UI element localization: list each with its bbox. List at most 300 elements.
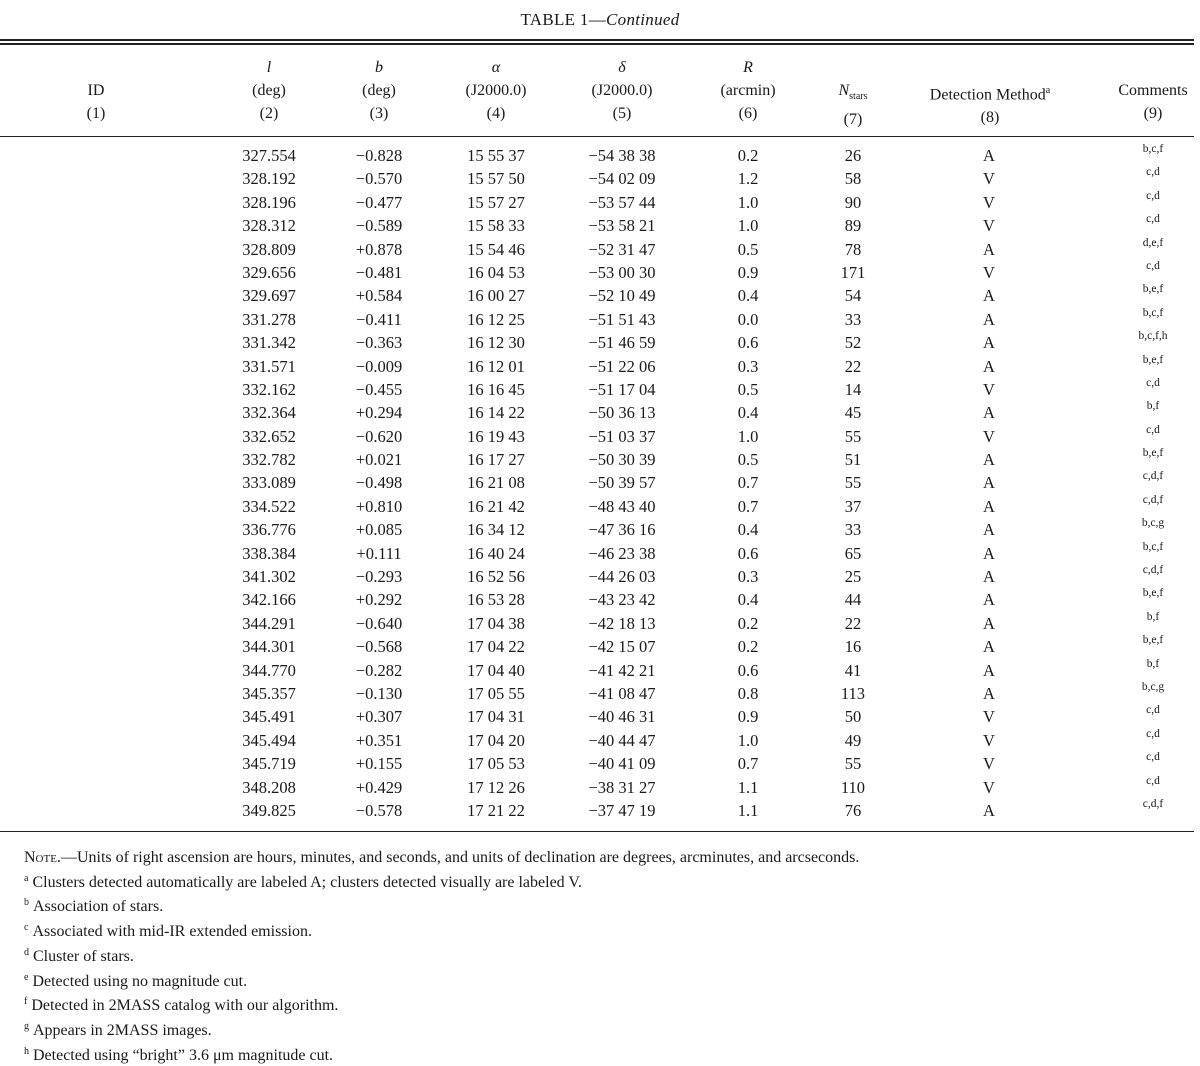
- cell-b: −0.411: [356, 309, 402, 329]
- footnote: [24, 943, 1194, 968]
- cell-l: 344.291: [242, 613, 296, 633]
- cell-l: 332.782: [242, 450, 296, 470]
- cell-method: V: [983, 216, 995, 236]
- cell-delta: −54 02 09: [588, 169, 656, 189]
- footnote: [24, 918, 1194, 943]
- cell-r: 0.5: [737, 239, 759, 259]
- cell-b: −0.481: [355, 262, 403, 282]
- cell-method: V: [983, 730, 995, 750]
- table-row: [0, 238, 1200, 261]
- cell-comments: b,e,f: [1142, 353, 1164, 366]
- col-id-label: ID: [87, 82, 105, 99]
- cell-b: −0.828: [355, 146, 403, 165]
- cell-r: 1.0: [737, 426, 759, 446]
- cell-nstars: 90: [844, 192, 862, 212]
- col-l-unit: (deg): [252, 82, 286, 99]
- cell-nstars: 110: [840, 777, 866, 797]
- cell-comments: b,e,f: [1142, 283, 1164, 296]
- cell-alpha: 16 00 27: [467, 286, 525, 306]
- cell-comments: b,c,f: [1142, 306, 1164, 319]
- cell-delta: −51 17 04: [588, 379, 656, 399]
- col-nstars-symbol: N: [838, 82, 850, 99]
- cell-comments: b,c,f,h: [1138, 330, 1168, 343]
- cell-b: −0.455: [355, 379, 403, 399]
- footnote-text: Associated with mid-IR extended emission.: [32, 923, 312, 941]
- cell-l: 341.302: [242, 567, 296, 587]
- cell-nstars: 49: [844, 730, 862, 750]
- table-row: [0, 705, 1200, 728]
- cell-delta: −41 08 47: [588, 683, 656, 703]
- cell-alpha: 17 04 31: [467, 707, 525, 727]
- footnote-mark: c: [24, 922, 29, 934]
- table-row: [0, 448, 1200, 471]
- footnote-text: Association of stars.: [33, 898, 164, 916]
- col-r-num: (6): [738, 105, 758, 122]
- cell-r: 0.7: [737, 473, 759, 493]
- cell-delta: −40 44 47: [588, 730, 656, 750]
- footnote-text: Cluster of stars.: [33, 947, 134, 965]
- col-nstars-label: [815, 79, 891, 108]
- cell-nstars: 14: [844, 379, 862, 399]
- cell-alpha: 15 58 33: [467, 216, 525, 236]
- col-b-num: (3): [369, 105, 389, 122]
- cell-l: 328.809: [242, 239, 296, 259]
- cell-l: 331.342: [242, 333, 296, 353]
- cell-b: −0.589: [355, 216, 403, 236]
- cell-comments: b,e,f: [1142, 634, 1164, 647]
- table-row: [0, 752, 1200, 775]
- cell-nstars: 55: [844, 473, 862, 493]
- cell-comments: c,d: [1146, 774, 1160, 787]
- cell-r: 0.4: [737, 403, 759, 423]
- cell-alpha: 16 04 53: [467, 262, 525, 282]
- cell-r: 0.9: [737, 262, 759, 282]
- col-l-num: (2): [259, 105, 279, 122]
- cell-nstars: 50: [844, 707, 862, 727]
- cell-l: 345.357: [242, 683, 296, 703]
- cell-comments: c,d,f: [1142, 564, 1164, 577]
- cell-r: 0.9: [737, 707, 759, 727]
- cell-delta: −53 57 44: [588, 192, 656, 212]
- note-text: —Units of right ascension are hours, minutes, and seconds, and units of declination are degrees, arcminutes, and arcseconds.: [60, 849, 860, 866]
- table-row: [0, 612, 1200, 635]
- cell-nstars: 65: [844, 543, 862, 563]
- table-row: [0, 144, 1200, 167]
- top-rule: [0, 39, 1194, 41]
- table-notes: [24, 848, 1194, 1066]
- cell-method: A: [983, 309, 995, 329]
- cell-l: 338.384: [242, 543, 296, 563]
- cell-r: 0.8: [737, 683, 759, 703]
- caption-prefix: TABLE 1—: [520, 10, 607, 29]
- cell-method: A: [983, 660, 995, 680]
- col-header-alpha: [446, 56, 546, 125]
- cell-alpha: 17 04 20: [467, 730, 525, 750]
- cell-alpha: 17 12 26: [467, 777, 525, 797]
- footnote-text: Detected using “bright” 3.6 μm magnitude cut.: [33, 1046, 334, 1064]
- cell-alpha: 17 05 55: [467, 683, 525, 703]
- table-row: [0, 167, 1200, 190]
- table-row: [0, 425, 1200, 448]
- table-body: [0, 144, 1200, 822]
- cell-b: −0.640: [355, 613, 403, 633]
- cell-comments: c,d,f: [1142, 797, 1164, 810]
- table-row: [0, 776, 1200, 799]
- col-r-symbol: R: [743, 59, 753, 76]
- table-row: [0, 355, 1200, 378]
- cell-b: +0.351: [355, 730, 403, 750]
- cell-b: +0.307: [355, 707, 403, 727]
- footnote-text: Detected in 2MASS catalog with our algorithm.: [31, 997, 339, 1015]
- footnote: [24, 1017, 1194, 1042]
- cell-delta: −52 10 49: [588, 286, 656, 306]
- cell-nstars: 44: [844, 590, 862, 610]
- cell-nstars: 52: [844, 333, 862, 353]
- cell-delta: −47 36 16: [588, 520, 656, 540]
- cell-delta: −51 22 06: [588, 356, 656, 376]
- cell-r: 0.6: [737, 660, 759, 680]
- cell-nstars: 171: [840, 262, 866, 282]
- col-header-id: [56, 56, 136, 125]
- cell-delta: −53 00 30: [588, 262, 656, 282]
- cell-comments: b,c,g: [1141, 517, 1165, 530]
- cell-r: 0.4: [737, 520, 759, 540]
- cell-alpha: 16 19 43: [467, 426, 525, 446]
- cell-alpha: 17 04 38: [467, 613, 525, 633]
- cell-r: 1.1: [737, 777, 759, 797]
- col-b-symbol: b: [375, 59, 383, 76]
- cell-b: −0.293: [355, 567, 403, 587]
- cell-delta: −44 26 03: [588, 567, 656, 587]
- cell-nstars: 51: [844, 450, 862, 470]
- cell-b: −0.578: [355, 800, 403, 820]
- cell-delta: −50 36 13: [588, 403, 656, 423]
- cell-b: −0.568: [355, 637, 403, 657]
- cell-comments: c,d: [1146, 189, 1160, 202]
- cell-nstars: 26: [844, 146, 862, 165]
- table-row: [0, 635, 1200, 658]
- cell-comments: c,d: [1146, 727, 1160, 740]
- cell-nstars: 22: [844, 613, 862, 633]
- table-row: [0, 799, 1200, 822]
- cell-method: A: [983, 286, 995, 306]
- footnote-text: Appears in 2MASS images.: [33, 1021, 212, 1039]
- cell-l: 332.162: [242, 379, 296, 399]
- cell-comments: c,d: [1146, 751, 1160, 764]
- cell-alpha: 16 40 24: [467, 543, 525, 563]
- cell-r: 0.7: [737, 496, 759, 516]
- cell-delta: −37 47 19: [588, 800, 656, 820]
- table-header: [0, 56, 1200, 128]
- cell-r: 0.6: [737, 543, 759, 563]
- cell-alpha: 16 14 22: [467, 403, 525, 423]
- cell-l: 342.166: [242, 590, 296, 610]
- cell-delta: −52 31 47: [588, 239, 656, 259]
- cell-delta: −51 51 43: [588, 309, 656, 329]
- table-row: [0, 565, 1200, 588]
- cell-delta: −51 46 59: [588, 333, 656, 353]
- cell-alpha: 15 57 27: [467, 192, 525, 212]
- cell-alpha: 17 04 22: [467, 637, 525, 657]
- footnote-mark: e: [24, 971, 29, 983]
- col-delta-symbol: δ: [618, 59, 626, 76]
- cell-method: V: [983, 169, 995, 189]
- cell-alpha: 15 54 46: [467, 239, 525, 259]
- col-nstars-sub: stars: [849, 91, 868, 103]
- cell-method: A: [983, 356, 995, 376]
- col-nstars-num: (7): [843, 111, 863, 129]
- table-row: [0, 659, 1200, 682]
- col-delta-num: (5): [612, 105, 632, 122]
- cell-comments: c,d: [1146, 423, 1160, 436]
- cell-r: 0.2: [737, 637, 759, 657]
- cell-nstars: 54: [844, 286, 862, 306]
- cell-r: 1.0: [737, 192, 759, 212]
- cell-method: A: [983, 637, 995, 657]
- cell-b: −0.477: [355, 192, 403, 212]
- cell-b: +0.155: [355, 754, 403, 774]
- cell-b: +0.810: [355, 496, 403, 516]
- cell-r: 0.2: [737, 146, 759, 165]
- cell-alpha: 17 21 22: [467, 800, 525, 820]
- cell-delta: −50 30 39: [588, 450, 656, 470]
- col-header-delta: [572, 56, 672, 125]
- footnote: [24, 968, 1194, 993]
- footnote-mark: g: [24, 1020, 29, 1032]
- table-row: [0, 729, 1200, 752]
- cell-comments: c,d,f: [1142, 493, 1164, 506]
- cell-method: V: [983, 379, 995, 399]
- cell-alpha: 16 12 25: [467, 309, 525, 329]
- table-row: [0, 495, 1200, 518]
- caption-continued: Continued: [606, 10, 680, 29]
- footnote-mark: b: [24, 897, 29, 909]
- footnote-mark: f: [24, 996, 28, 1008]
- cell-b: +0.111: [356, 543, 402, 563]
- table-caption: [0, 10, 1200, 30]
- col-comments-num: (9): [1143, 105, 1163, 122]
- cell-comments: b,f: [1146, 400, 1160, 413]
- table-row: [0, 191, 1200, 214]
- top-rule-double: [0, 43, 1194, 45]
- cell-b: +0.429: [355, 777, 403, 797]
- footnote: [24, 893, 1194, 918]
- cell-comments: b,f: [1146, 610, 1160, 623]
- cell-b: +0.584: [355, 286, 403, 306]
- footnote-text: Clusters detected automatically are labeled A; clusters detected visually are labeled V.: [32, 873, 582, 891]
- cell-comments: c,d: [1146, 213, 1160, 226]
- col-l-symbol: l: [266, 59, 272, 76]
- cell-method: A: [983, 683, 995, 703]
- cell-l: 332.364: [242, 403, 296, 423]
- cell-comments: c,d: [1146, 376, 1160, 389]
- cell-l: 345.494: [242, 730, 296, 750]
- cell-l: 328.196: [242, 192, 296, 212]
- cell-r: 1.2: [737, 169, 759, 189]
- col-comments-label: Comments: [1118, 82, 1188, 99]
- cell-r: 0.2: [737, 613, 759, 633]
- cell-delta: −46 23 38: [588, 543, 656, 563]
- cell-method: A: [983, 239, 995, 259]
- table-row: [0, 378, 1200, 401]
- cell-method: V: [983, 754, 995, 774]
- cell-nstars: 25: [844, 567, 862, 587]
- bottom-rule: [0, 831, 1194, 832]
- cell-r: 0.3: [737, 356, 759, 376]
- table-row: [0, 214, 1200, 237]
- cell-delta: −54 38 38: [588, 146, 656, 165]
- col-method-footnote-mark: a: [1045, 85, 1051, 96]
- cell-nstars: 78: [844, 239, 862, 259]
- cell-method: V: [983, 192, 995, 212]
- table-row: [0, 682, 1200, 705]
- table-row: [0, 471, 1200, 494]
- cell-r: 0.3: [737, 567, 759, 587]
- cell-nstars: 76: [844, 800, 862, 820]
- cell-method: V: [983, 262, 995, 282]
- col-method-num: (8): [980, 109, 1000, 127]
- col-header-r: [703, 56, 793, 125]
- cell-method: A: [983, 333, 995, 353]
- cell-l: 344.301: [242, 637, 296, 657]
- cell-r: 0.6: [737, 333, 759, 353]
- col-r-unit: (arcmin): [720, 82, 776, 99]
- cell-alpha: 16 21 08: [467, 473, 525, 493]
- cell-nstars: 41: [844, 660, 862, 680]
- col-b-unit: (deg): [362, 82, 396, 99]
- cell-l: 348.208: [242, 777, 296, 797]
- cell-method: A: [983, 473, 995, 493]
- cell-alpha: 17 04 40: [467, 660, 525, 680]
- cell-comments: b,e,f: [1142, 447, 1164, 460]
- cell-r: 0.0: [737, 309, 759, 329]
- cell-delta: −53 58 21: [588, 216, 656, 236]
- cell-l: 331.571: [242, 356, 296, 376]
- cell-r: 0.4: [737, 286, 759, 306]
- cell-comments: d,e,f: [1142, 236, 1164, 249]
- footnote: [24, 992, 1194, 1017]
- cell-b: +0.292: [355, 590, 403, 610]
- cell-nstars: 37: [844, 496, 862, 516]
- cell-comments: b,c,f: [1142, 540, 1164, 553]
- cell-l: 328.192: [242, 169, 296, 189]
- cell-l: 329.697: [242, 286, 296, 306]
- cell-method: A: [983, 800, 995, 820]
- col-header-method: [905, 56, 1075, 129]
- cell-nstars: 55: [844, 426, 862, 446]
- cell-b: −0.282: [355, 660, 403, 680]
- cell-delta: −40 46 31: [588, 707, 656, 727]
- cell-delta: −42 18 13: [588, 613, 656, 633]
- table-row: [0, 542, 1200, 565]
- cell-l: 336.776: [242, 520, 296, 540]
- footnote-text: Detected using no magnitude cut.: [32, 972, 248, 990]
- cell-l: 328.312: [242, 216, 296, 236]
- cell-comments: b,c,f: [1142, 143, 1164, 155]
- cell-method: A: [983, 496, 995, 516]
- table-row: [0, 331, 1200, 354]
- table-row: [0, 308, 1200, 331]
- cell-delta: −40 41 09: [588, 754, 656, 774]
- col-method-text: Detection Method: [929, 86, 1046, 104]
- cell-comments: b,e,f: [1142, 587, 1164, 600]
- col-alpha-symbol: α: [491, 59, 501, 76]
- col-alpha-num: (4): [486, 105, 506, 122]
- table-row: [0, 518, 1200, 541]
- footnote-list: [24, 869, 1194, 1066]
- cell-r: 0.5: [737, 450, 759, 470]
- table-row: [0, 261, 1200, 284]
- cell-delta: −51 03 37: [588, 426, 656, 446]
- cell-method: A: [983, 403, 995, 423]
- cell-l: 345.491: [242, 707, 296, 727]
- cell-b: +0.021: [355, 450, 403, 470]
- col-delta-unit: (J2000.0): [591, 82, 653, 99]
- cell-method: A: [983, 567, 995, 587]
- cell-method: A: [983, 146, 995, 165]
- footnote: [24, 869, 1194, 894]
- cell-delta: −41 42 21: [588, 660, 656, 680]
- cell-comments: c,d,f: [1142, 470, 1164, 483]
- note-general: [24, 848, 1194, 869]
- header-rule: [0, 136, 1194, 137]
- cell-alpha: 15 55 37: [467, 146, 525, 165]
- cell-l: 329.656: [242, 262, 296, 282]
- cell-alpha: 16 21 42: [467, 496, 525, 516]
- cell-alpha: 17 05 53: [467, 754, 525, 774]
- cell-method: V: [983, 426, 995, 446]
- cell-delta: −38 31 27: [588, 777, 656, 797]
- cell-l: 344.770: [242, 660, 296, 680]
- cell-l: 345.719: [242, 754, 296, 774]
- col-method-label: [905, 79, 1075, 106]
- cell-nstars: 55: [844, 754, 862, 774]
- cell-delta: −42 15 07: [588, 637, 656, 657]
- table-row: [0, 588, 1200, 611]
- cell-alpha: 16 34 12: [467, 520, 525, 540]
- cell-b: +0.294: [355, 403, 403, 423]
- cell-b: −0.009: [355, 356, 403, 376]
- cell-nstars: 113: [840, 683, 866, 703]
- cell-comments: b,f: [1146, 657, 1160, 670]
- cell-method: V: [983, 777, 995, 797]
- cell-nstars: 33: [844, 309, 862, 329]
- cell-alpha: 16 12 30: [467, 333, 525, 353]
- cell-b: +0.085: [355, 520, 403, 540]
- cell-r: 1.0: [737, 730, 759, 750]
- cell-comments: c,d: [1146, 166, 1160, 179]
- cell-nstars: 58: [844, 169, 862, 189]
- cell-alpha: 16 52 56: [467, 567, 525, 587]
- footnote-mark: a: [24, 872, 29, 884]
- note-label: Note.: [24, 849, 61, 866]
- cell-l: 333.089: [242, 473, 296, 493]
- cell-l: 331.278: [242, 309, 296, 329]
- cell-nstars: 89: [844, 216, 862, 236]
- cell-method: A: [983, 613, 995, 633]
- cell-r: 1.1: [737, 800, 759, 820]
- cell-alpha: 16 16 45: [467, 379, 525, 399]
- cell-comments: c,d: [1146, 259, 1160, 272]
- cell-alpha: 16 12 01: [467, 356, 525, 376]
- cell-delta: −50 39 57: [588, 473, 656, 493]
- cell-r: 0.4: [737, 590, 759, 610]
- cell-l: 332.652: [242, 426, 296, 446]
- cell-b: −0.570: [355, 169, 403, 189]
- col-header-nstars: [815, 56, 891, 131]
- footnote-mark: h: [24, 1045, 29, 1057]
- cell-nstars: 22: [844, 356, 862, 376]
